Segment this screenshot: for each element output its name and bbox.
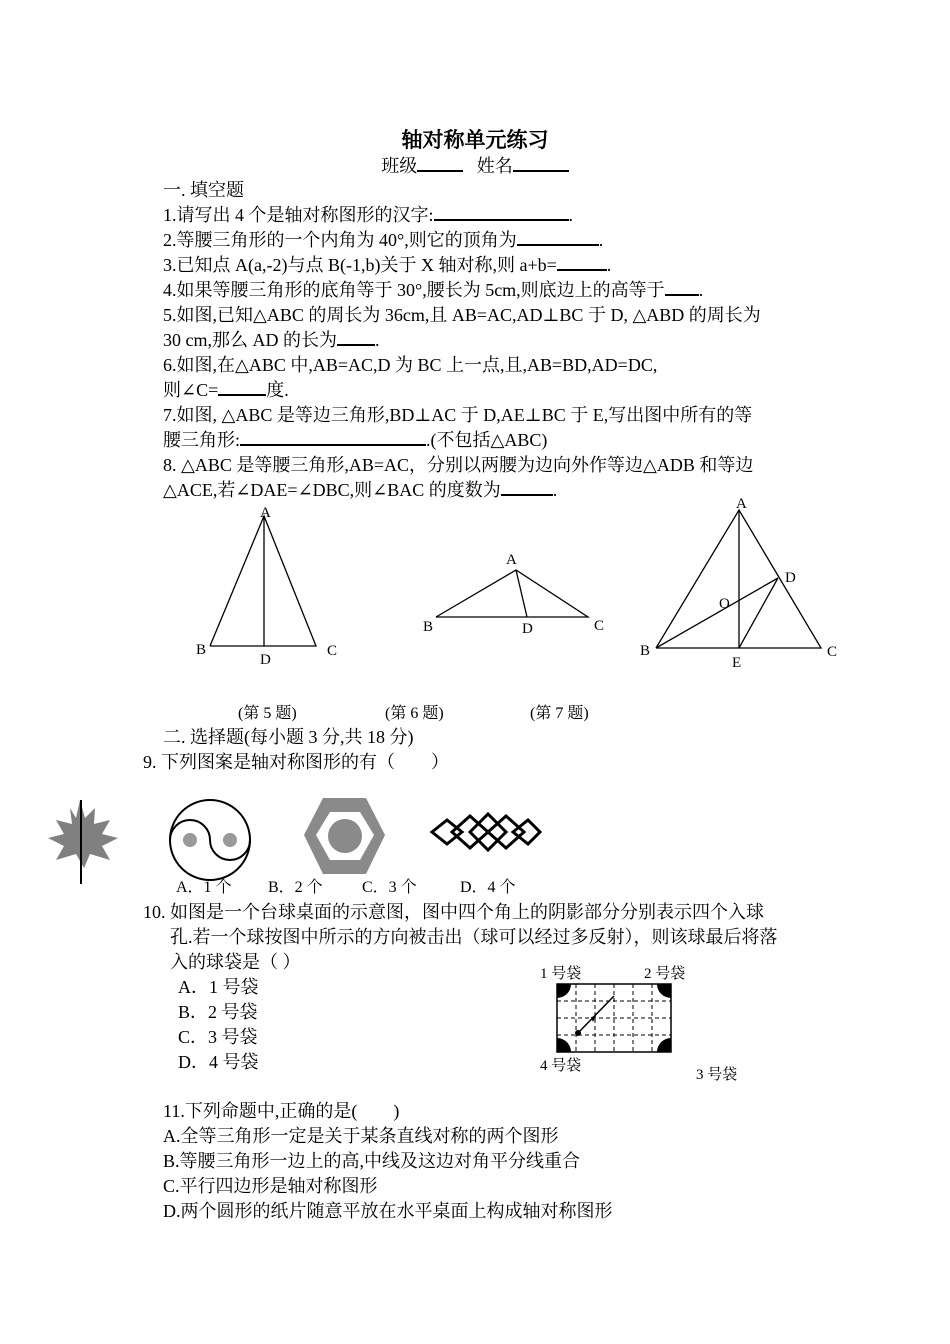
hexagon-pattern-icon: [304, 798, 385, 874]
class-blank[interactable]: [417, 154, 463, 172]
question-6-line-2: 则∠C= 度.: [163, 380, 289, 400]
f5-label-b: B: [196, 642, 207, 658]
yin-yang-icon: [170, 800, 250, 880]
question-10-line-1: 10. 如图是一个台球桌面的示意图，图中四个角上的阴影部分分别表示四个入球: [143, 902, 764, 922]
question-5-line-1: 5.如图,已知△ABC 的周长为 36cm,且 AB=AC,AD⊥BC 于 D, △ABD 的周长为: [163, 305, 761, 325]
question-10-line-2: 孔.若一个球按图中所示的方向被击出（球可以经过多反射），则该球最后将落: [170, 927, 778, 947]
question-5-line-2: 30 cm,那么 AD 的长为 .: [163, 330, 380, 350]
q10-option-a[interactable]: A．1 号袋: [178, 977, 259, 997]
shot-direction-arrow: [578, 996, 614, 1033]
question-3: 3.已知点 A(a,-2)与点 B(-1,b)关于 X 轴对称,则 a+b= .: [163, 255, 612, 275]
answer-blank-7[interactable]: [240, 428, 426, 446]
f6-label-c: C: [594, 618, 605, 634]
caption-q7: (第 7 题): [530, 705, 589, 722]
figure-q6: [436, 570, 588, 617]
answer-blank-4[interactable]: [665, 278, 699, 296]
f5-label-a: A: [260, 505, 271, 521]
section-heading-2: 二. 选择题(每小题 3 分,共 18 分): [163, 727, 414, 747]
q9-option-b[interactable]: B．2 个: [268, 879, 323, 896]
billiard-table: [530, 960, 760, 1090]
q9-option-a[interactable]: A．1 个: [176, 879, 232, 896]
page-title: 轴对称单元练习: [401, 128, 549, 152]
question-4: 4.如果等腰三角形的底角等于 30°,腰长为 5cm,则底边上的高等于 .: [163, 280, 704, 300]
f7-label-e: E: [732, 655, 742, 671]
f6-label-d: D: [522, 621, 533, 637]
cue-ball-icon: [575, 1030, 581, 1036]
answer-blank-5[interactable]: [337, 328, 375, 346]
pocket-label-4: 4 号袋: [540, 1058, 582, 1074]
caption-q5: (第 5 题): [238, 705, 297, 722]
caption-q6: (第 6 题): [385, 705, 444, 722]
answer-blank-2[interactable]: [517, 228, 599, 246]
pocket-label-2: 2 号袋: [644, 966, 686, 982]
f7-label-o: O: [719, 596, 730, 612]
answer-blank-3[interactable]: [557, 253, 607, 271]
question-8-line-1: 8. △ABC 是等腰三角形,AB=AC，分别以两腰为边向外作等边△ADB 和等边: [163, 455, 754, 475]
q10-option-d[interactable]: D．4 号袋: [178, 1052, 259, 1072]
q11-option-c[interactable]: C.平行四边形是轴对称图形: [163, 1176, 378, 1196]
f6-label-b: B: [423, 619, 434, 635]
question-9-stem: 9. 下列图案是轴对称图形的有（ ）: [143, 752, 449, 772]
question-7-line-2: 腰三角形: .(不包括△ABC): [163, 430, 548, 450]
question-2: 2.等腰三角形的一个内角为 40°,则它的顶角为 .: [163, 230, 604, 250]
q9-option-c[interactable]: C．3 个: [362, 879, 417, 896]
q11-option-d[interactable]: D.两个圆形的纸片随意平放在水平桌面上构成轴对称图形: [163, 1201, 613, 1221]
f7-label-b: B: [640, 643, 651, 659]
question-8-line-2: △ACE,若∠DAE=∠DBC,则∠BAC 的度数为 .: [163, 480, 558, 500]
question-11-stem: 11.下列命题中,正确的是( ): [163, 1101, 400, 1121]
f7-label-c: C: [827, 644, 838, 660]
f5-label-c: C: [327, 643, 338, 659]
class-label: 班级: [381, 156, 418, 176]
figure-q5: [210, 516, 316, 646]
section-heading-1: 一. 填空题: [163, 180, 244, 200]
f7-label-a: A: [736, 496, 747, 512]
name-label: 姓名: [476, 156, 513, 176]
answer-blank-6[interactable]: [218, 378, 266, 396]
question-10-line-3: 入的球袋是（ ）: [170, 952, 301, 972]
geometry-figures: [0, 490, 950, 690]
f6-label-a: A: [506, 552, 517, 568]
pocket-label-3: 3 号袋: [696, 1067, 738, 1083]
question-6-line-1: 6.如图,在△ABC 中,AB=AC,D 为 BC 上一点,且,AB=BD,AD=DC,: [163, 355, 658, 375]
pocket-label-1: 1 号袋: [540, 966, 582, 982]
q10-option-b[interactable]: B．2 号袋: [178, 1002, 258, 1022]
knot-pattern-icon: [432, 814, 540, 850]
f7-label-d: D: [785, 570, 796, 586]
q11-option-a[interactable]: A.全等三角形一定是关于某条直线对称的两个图形: [163, 1126, 559, 1146]
answer-blank-1[interactable]: [434, 203, 569, 221]
question-7-line-1: 7.如图, △ABC 是等边三角形,BD⊥AC 于 D,AE⊥BC 于 E,写出图中所有的等: [163, 405, 753, 425]
f5-label-d: D: [260, 652, 271, 668]
q11-option-b[interactable]: B.等腰三角形一边上的高,中线及这边对角平分线重合: [163, 1151, 581, 1171]
question-1: 1.请写出 4 个是轴对称图形的汉字: .: [163, 205, 573, 225]
student-info: [0, 152, 950, 178]
figure-q7: [656, 510, 821, 648]
maple-leaf-icon: [48, 800, 118, 884]
q10-option-c[interactable]: C．3 号袋: [178, 1027, 258, 1047]
name-blank[interactable]: [513, 154, 569, 172]
q9-option-d[interactable]: D．4 个: [460, 879, 516, 896]
